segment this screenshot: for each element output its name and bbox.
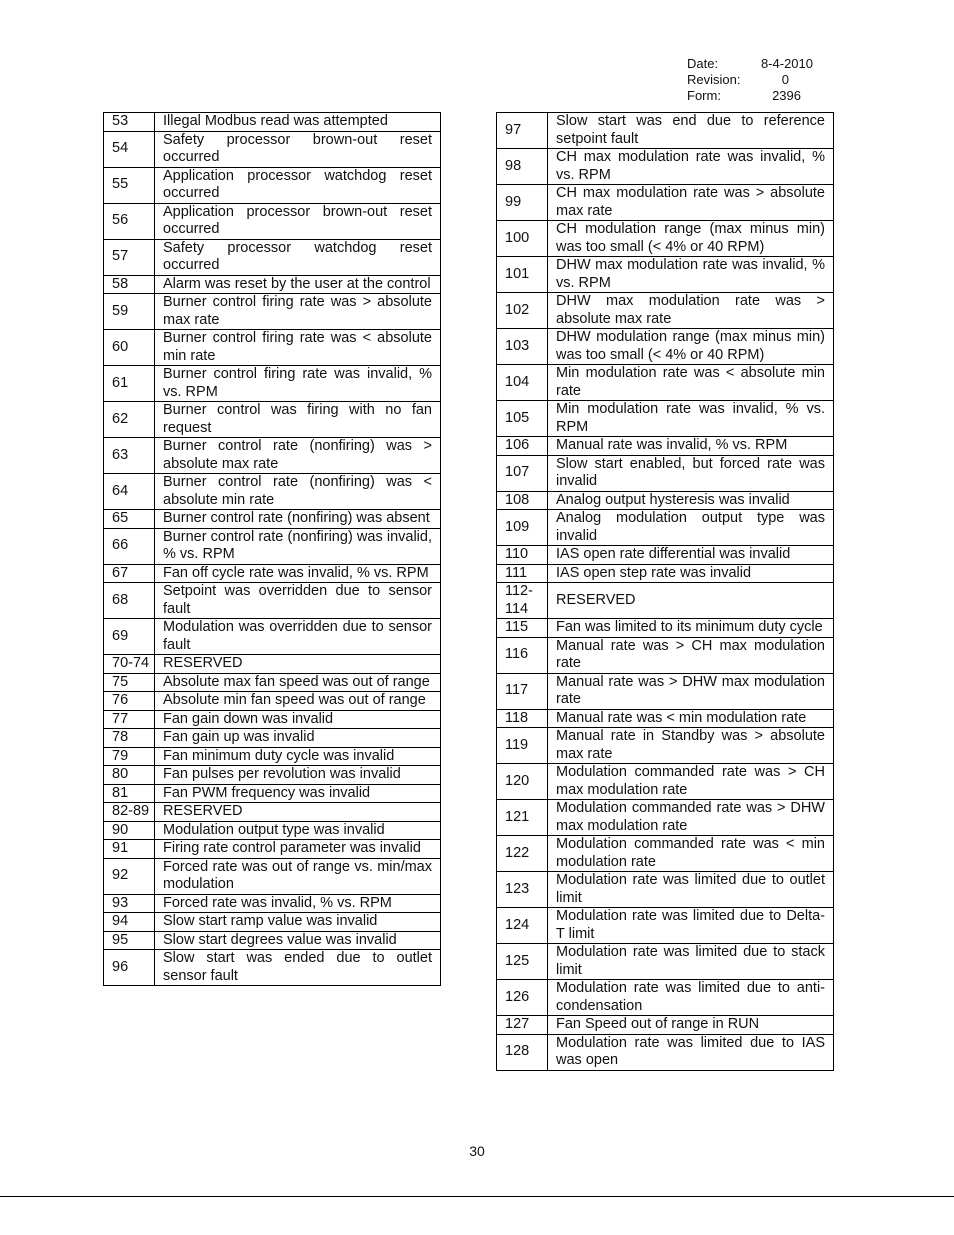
fault-code: 118: [497, 709, 548, 728]
fault-code: 110: [497, 546, 548, 565]
fault-description: Manual rate was > DHW max modulation rate: [548, 673, 834, 709]
table-row: [104, 913, 441, 932]
table-row: [497, 709, 834, 728]
fault-code: 61: [104, 366, 155, 402]
fault-code: 81: [104, 784, 155, 803]
fault-code: 68: [104, 583, 155, 619]
table-row: [497, 944, 834, 980]
table-row: [104, 203, 441, 239]
fault-code: 112- 114: [497, 583, 548, 619]
table-row: [104, 710, 441, 729]
fault-description: Safety processor brown-out reset occurred: [155, 131, 441, 167]
fault-description: Fan PWM frequency was invalid: [155, 784, 441, 803]
table-row: [104, 564, 441, 583]
table-row: [497, 764, 834, 800]
fault-description: Slow start ramp value was invalid: [155, 913, 441, 932]
table-row: [497, 491, 834, 510]
table-row: [497, 149, 834, 185]
fault-description: Manual rate was > CH max modulation rate: [548, 637, 834, 673]
fault-description: Min modulation rate was < absolute min rate: [548, 365, 834, 401]
revision-value: 0: [781, 72, 789, 87]
fault-description: Modulation commanded rate was < min modulation rate: [548, 836, 834, 872]
table-row: [497, 583, 834, 619]
fault-description: Modulation was overridden due to sensor fault: [155, 619, 441, 655]
fault-description: Application processor brown-out reset occurred: [155, 203, 441, 239]
table-row: [497, 1016, 834, 1035]
fault-code: 79: [104, 747, 155, 766]
fault-description: Burner control rate (nonfiring) was invalid, % vs. RPM: [155, 528, 441, 564]
fault-description: Burner control rate (nonfiring) was absent: [155, 510, 441, 529]
fault-description: Burner control firing rate was < absolute min rate: [155, 330, 441, 366]
table-row: [497, 185, 834, 221]
fault-description: RESERVED: [155, 803, 441, 822]
table-row: [497, 980, 834, 1016]
fault-description: Burner control was firing with no fan request: [155, 402, 441, 438]
fault-code: 92: [104, 858, 155, 894]
fault-description: Slow start degrees value was invalid: [155, 931, 441, 950]
fault-code: 94: [104, 913, 155, 932]
table-row: [497, 329, 834, 365]
fault-code: 66: [104, 528, 155, 564]
table-row: [104, 692, 441, 711]
fault-code: 96: [104, 950, 155, 986]
fault-description: Modulation rate was limited due to stack limit: [548, 944, 834, 980]
fault-description: CH max modulation rate was > absolute max rate: [548, 185, 834, 221]
fault-description: Fan pulses per revolution was invalid: [155, 766, 441, 785]
fault-code: 97: [497, 113, 548, 149]
fault-description: DHW max modulation rate was > absolute max rate: [548, 293, 834, 329]
fault-description: Safety processor watchdog reset occurred: [155, 239, 441, 275]
page-number: 30: [469, 1143, 485, 1159]
fault-code: 63: [104, 438, 155, 474]
fault-description: Absolute max fan speed was out of range: [155, 673, 441, 692]
table-row: [104, 821, 441, 840]
date-label: Date:: [687, 56, 719, 71]
fault-description: Modulation rate was limited due to outlet limit: [548, 872, 834, 908]
fault-code: 119: [497, 728, 548, 764]
fault-code-table-right: [496, 112, 834, 1071]
fault-code: 78: [104, 729, 155, 748]
fault-description: Modulation rate was limited due to Delta-T limit: [548, 908, 834, 944]
fault-description: Manual rate in Standby was > absolute max rate: [548, 728, 834, 764]
table-row: [497, 455, 834, 491]
table-row: [497, 564, 834, 583]
table-row: [104, 113, 441, 132]
table-row: [104, 330, 441, 366]
table-row: [104, 766, 441, 785]
table-row: [104, 474, 441, 510]
fault-code: 126: [497, 980, 548, 1016]
fault-description: Slow start enabled, but forced rate was invalid: [548, 455, 834, 491]
table-row: [104, 894, 441, 913]
footer-divider: [0, 1196, 954, 1197]
table-row: [497, 365, 834, 401]
table-row: [497, 510, 834, 546]
fault-code: 67: [104, 564, 155, 583]
fault-code-table-left: [103, 112, 441, 986]
table-row: [104, 931, 441, 950]
fault-code: 104: [497, 365, 548, 401]
table-row: [104, 510, 441, 529]
fault-code: 54: [104, 131, 155, 167]
fault-code: 120: [497, 764, 548, 800]
table-row: [497, 836, 834, 872]
table-row: [104, 950, 441, 986]
fault-description: IAS open rate differential was invalid: [548, 546, 834, 565]
fault-description: Burner control firing rate was invalid, % vs. RPM: [155, 366, 441, 402]
table-row: [497, 293, 834, 329]
date-value: 8-4-2010: [760, 56, 813, 71]
fault-code: 123: [497, 872, 548, 908]
fault-code: 58: [104, 275, 155, 294]
fault-code: 95: [104, 931, 155, 950]
table-row: [497, 257, 834, 293]
fault-code: 127: [497, 1016, 548, 1035]
fault-code: 60: [104, 330, 155, 366]
fault-code: 62: [104, 402, 155, 438]
table-row: [497, 401, 834, 437]
fault-code: 82-89: [104, 803, 155, 822]
fault-code: 108: [497, 491, 548, 510]
fault-description: Fan gain up was invalid: [155, 729, 441, 748]
fault-description: Fan gain down was invalid: [155, 710, 441, 729]
fault-code: 91: [104, 840, 155, 859]
fault-description: Manual rate was invalid, % vs. RPM: [548, 437, 834, 456]
fault-description: RESERVED: [548, 583, 834, 619]
fault-description: Forced rate was invalid, % vs. RPM: [155, 894, 441, 913]
fault-description: Fan Speed out of range in RUN: [548, 1016, 834, 1035]
form-value: 2396: [772, 88, 801, 103]
fault-code: 122: [497, 836, 548, 872]
fault-code: 59: [104, 294, 155, 330]
fault-code-table-right-body: [497, 113, 834, 1071]
table-row: [104, 275, 441, 294]
revision-row: [687, 72, 813, 88]
fault-description: Absolute min fan speed was out of range: [155, 692, 441, 711]
table-row: [497, 619, 834, 638]
fault-description: Slow start was end due to reference setpoint fault: [548, 113, 834, 149]
fault-description: Fan was limited to its minimum duty cycle: [548, 619, 834, 638]
fault-description: Modulation output type was invalid: [155, 821, 441, 840]
table-row: [104, 366, 441, 402]
table-row: [497, 800, 834, 836]
fault-code: 76: [104, 692, 155, 711]
table-row: [104, 655, 441, 674]
table-row: [104, 840, 441, 859]
fault-description: Modulation commanded rate was > DHW max modulation rate: [548, 800, 834, 836]
fault-code: 98: [497, 149, 548, 185]
fault-description: Illegal Modbus read was attempted: [155, 113, 441, 132]
table-row: [497, 908, 834, 944]
table-row: [104, 402, 441, 438]
fault-code: 102: [497, 293, 548, 329]
table-row: [104, 438, 441, 474]
table-row: [497, 221, 834, 257]
fault-description: Alarm was reset by the user at the control: [155, 275, 441, 294]
fault-description: Analog output hysteresis was invalid: [548, 491, 834, 510]
fault-code: 121: [497, 800, 548, 836]
table-row: [104, 619, 441, 655]
fault-description: RESERVED: [155, 655, 441, 674]
fault-code: 80: [104, 766, 155, 785]
fault-code-table-left-body: [104, 113, 441, 986]
fault-description: DHW modulation range (max minus min) was too small (< 4% or 40 RPM): [548, 329, 834, 365]
fault-description: Manual rate was < min modulation rate: [548, 709, 834, 728]
fault-description: Setpoint was overridden due to sensor fault: [155, 583, 441, 619]
fault-description: Modulation rate was limited due to anti- condensation: [548, 980, 834, 1016]
table-row: [104, 729, 441, 748]
fault-code: 75: [104, 673, 155, 692]
fault-code: 56: [104, 203, 155, 239]
table-row: [497, 1034, 834, 1070]
fault-description: Slow start was ended due to outlet sensor fault: [155, 950, 441, 986]
fault-code: 65: [104, 510, 155, 529]
fault-description: Fan minimum duty cycle was invalid: [155, 747, 441, 766]
fault-code: 101: [497, 257, 548, 293]
table-row: [104, 131, 441, 167]
fault-code: 90: [104, 821, 155, 840]
fault-code: 109: [497, 510, 548, 546]
fault-code: 103: [497, 329, 548, 365]
fault-code: 115: [497, 619, 548, 638]
fault-code: 125: [497, 944, 548, 980]
fault-code: 64: [104, 474, 155, 510]
table-row: [497, 113, 834, 149]
table-row: [497, 673, 834, 709]
fault-code: 77: [104, 710, 155, 729]
table-row: [104, 239, 441, 275]
fault-description: Analog modulation output type was invalid: [548, 510, 834, 546]
table-row: [497, 872, 834, 908]
table-row: [104, 803, 441, 822]
table-row: [104, 747, 441, 766]
fault-description: Application processor watchdog reset occurred: [155, 167, 441, 203]
table-row: [104, 784, 441, 803]
fault-code: 105: [497, 401, 548, 437]
fault-code: 70-74: [104, 655, 155, 674]
table-row: [104, 858, 441, 894]
fault-code: 99: [497, 185, 548, 221]
fault-code: 69: [104, 619, 155, 655]
document-header: [687, 56, 813, 104]
fault-description: Fan off cycle rate was invalid, % vs. RPM: [155, 564, 441, 583]
fault-code: 57: [104, 239, 155, 275]
fault-description: DHW max modulation rate was invalid, % vs. RPM: [548, 257, 834, 293]
table-row: [497, 437, 834, 456]
table-row: [104, 528, 441, 564]
fault-description: CH max modulation rate was invalid, % vs. RPM: [548, 149, 834, 185]
fault-code: 128: [497, 1034, 548, 1070]
table-row: [104, 167, 441, 203]
fault-description: Modulation commanded rate was > CH max modulation rate: [548, 764, 834, 800]
date-row: [687, 56, 813, 72]
fault-code: 111: [497, 564, 548, 583]
table-row: [104, 583, 441, 619]
fault-code: 55: [104, 167, 155, 203]
fault-code: 93: [104, 894, 155, 913]
fault-description: Modulation rate was limited due to IAS was open: [548, 1034, 834, 1070]
fault-description: Burner control rate (nonfiring) was > absolute max rate: [155, 438, 441, 474]
fault-description: CH modulation range (max minus min) was too small (< 4% or 40 RPM): [548, 221, 834, 257]
fault-code: 53: [104, 113, 155, 132]
fault-code: 100: [497, 221, 548, 257]
fault-description: Forced rate was out of range vs. min/max modulation: [155, 858, 441, 894]
fault-code: 117: [497, 673, 548, 709]
fault-code: 116: [497, 637, 548, 673]
table-row: [104, 294, 441, 330]
fault-code: 106: [497, 437, 548, 456]
fault-description: Min modulation rate was invalid, % vs. RPM: [548, 401, 834, 437]
table-row: [497, 546, 834, 565]
table-row: [104, 673, 441, 692]
fault-code: 107: [497, 455, 548, 491]
form-row: [687, 88, 813, 104]
fault-description: Burner control rate (nonfiring) was < absolute min rate: [155, 474, 441, 510]
table-row: [497, 728, 834, 764]
form-label: Form:: [687, 88, 721, 103]
fault-description: Burner control firing rate was > absolute max rate: [155, 294, 441, 330]
table-row: [497, 637, 834, 673]
fault-code: 124: [497, 908, 548, 944]
revision-label: Revision:: [687, 72, 741, 87]
fault-description: IAS open step rate was invalid: [548, 564, 834, 583]
fault-description: Firing rate control parameter was invalid: [155, 840, 441, 859]
